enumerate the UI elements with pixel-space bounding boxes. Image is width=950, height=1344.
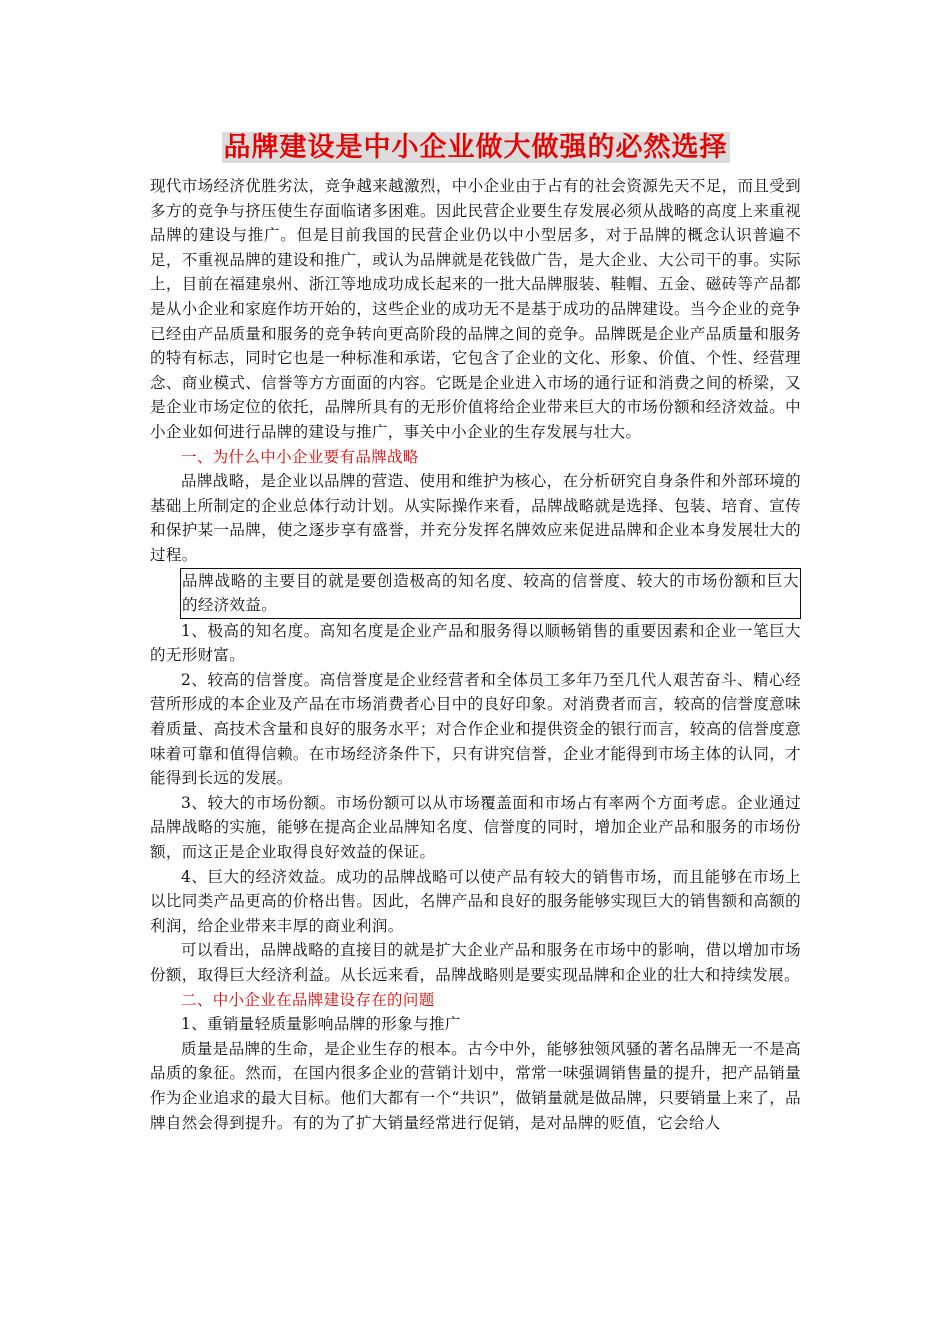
body-paragraph: 1、极高的知名度。高知名度是企业产品和服务得以顺畅销售的重要因素和企业一笔巨大的无形财富。 [150, 621, 801, 665]
section-heading-2: 二、中小企业在品牌建设存在的问题 [181, 990, 435, 1009]
boxed-key-sentence: 品牌战略的主要目的就是要创造极高的知名度、较高的信誉度、较大的市场份额和巨大的经济效益。 [180, 568, 801, 619]
body-paragraph: 3、较大的市场份额。市场份额可以从市场覆盖面和市场占有率两个方面考虑。企业通过品牌战略的实施，能够在提高企业品牌知名度、信誉度的同时，增加企业产品和服务的市场份额，而这正是企业取得良好效益的保证。 [150, 793, 801, 862]
body-paragraph: 品牌战略，是企业以品牌的营造、使用和维护为核心，在分析研究自身条件和外部环境的基础上所制定的企业总体行动计划。从实际操作来看，品牌战略就是选择、包装、培育、宣传和保护某一品牌，使之逐步享有盛誉，并充分发挥名牌效应来促进品牌和企业本身发展壮大的过程。 [150, 472, 801, 564]
title-text: 品牌建设是中小企业做大做强的必然选择 [223, 132, 728, 163]
section-heading-1: 一、为什么中小企业要有品牌战略 [181, 447, 419, 466]
body-paragraph: 4、巨大的经济效益。成功的品牌战略可以使产品有较大的销售市场，而且能够在市场上以比同类产品更高的价格出售。因此，名牌产品和良好的服务能够实现巨大的销售额和高额的利润，给企业带来丰厚的商业利润。 [150, 867, 801, 935]
subsection-heading: 1、重销量轻质量影响品牌的形象与推广 [181, 1015, 461, 1034]
intro-paragraph: 现代市场经济优胜劣汰，竞争越来越激烈，中小企业由于占有的社会资源先天不足，而且受到多方的竞争与挤压使生存面临诸多困难。因此民营企业要生存发展必须从战略的高度上来重视品牌的建设与推广。但是目前我国的民营企业仍以中小型居多，对于品牌的概念认识普遍不足，不重视品牌的建设和推广，或认为品牌就是花钱做广告，是大企业、大公司干的事。实际上，目前在福建泉州、浙江等地成功成长起来的一批大品牌服装、鞋帽、五金、磁砖等产品都是从小企业和家庭作坊开始的，这些企业的成功无不是基于成功的品牌建设。当今企业的竞争已经由产品质量和服务的竞争转向更高阶段的品牌之间的竞争。品牌既是企业产品质量和服务的特有标志，同时它也是一种标准和承诺，它包含了企业的文化、形象、价值、个性、经营理念、商业模式、信誉等方方面面的内容。它既是企业进入市场的通行证和消费之间的桥梁，又是企业市场定位的依托，品牌所具有的无形价值将给企业带来巨大的市场份额和经济效益。中小企业如何进行品牌的建设与推广，事关中小企业的生存发展与壮大。 [150, 177, 801, 441]
body-paragraph: 质量是品牌的生命，是企业生存的根本。古今中外，能够独领风骚的著名品牌无一不是高品质的象征。然而，在国内很多企业的营销计划中，常常一味强调销售量的提升，把产品销量作为企业追求的最大目标。他们大都有一个“共识”，做销量就是做品牌，只要销量上来了，品牌自然会得到提升。有的为了扩大销量经常进行促销，是对品牌的贬值，它会给人 [150, 1039, 801, 1132]
body-paragraph: 2、较高的信誉度。高信誉度是企业经营者和全体员工多年乃至几代人艰苦奋斗、精心经营所形成的本企业及产品在市场消费者心目中的良好印象。对消费者而言，较高的信誉度意味着质量、高技术含量和良好的服务水平；对合作企业和提供资金的银行而言，较高的信誉度意味着可靠和值得信赖。在市场经济条件下，只有讲究信誉，企业才能得到市场主体的认同，才能得到长远的发展。 [150, 670, 801, 788]
body-paragraph: 可以看出，品牌战略的直接目的就是扩大企业产品和服务在市场中的影响，借以增加市场份额，取得巨大经济利益。从长远来看，品牌战略则是要实现品牌和企业的壮大和持续发展。 [150, 941, 801, 984]
document-page [150, 128, 801, 1135]
document-title [150, 128, 801, 168]
